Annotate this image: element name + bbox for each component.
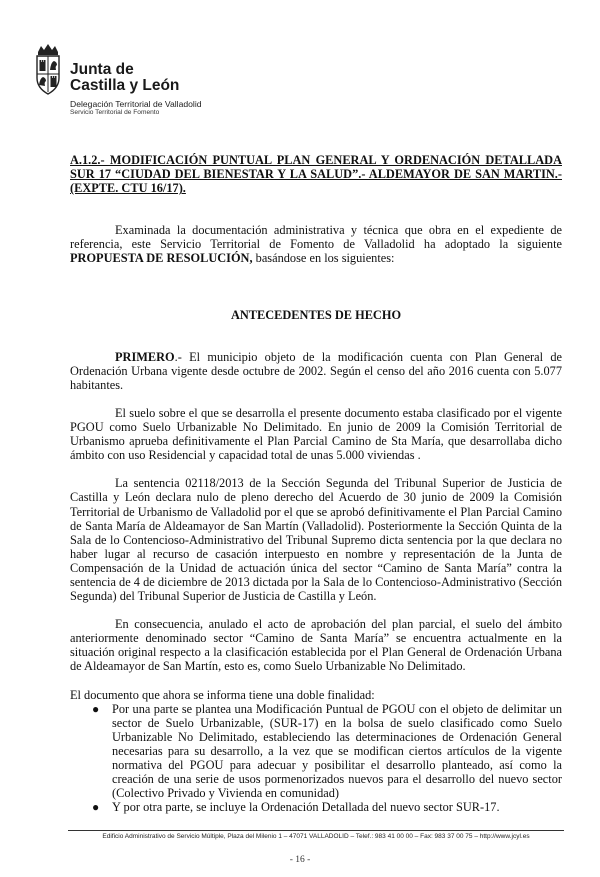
primero-label: PRIMERO [115,349,175,364]
bullet-icon: ● [92,701,100,716]
service-name: Servicio Territorial de Fomento [70,109,160,116]
footer-address: Edificio Administrativo de Servicio Múltiple, Plaza del Milenio 1 – 47071 VALLADOLID – Telef.: 983 41 00 00 – Fax: 983 37 00 75 – http://www.jcyl.es [102,833,530,840]
paragraph-4: En consecuencia, anulado el acto de aprobación del plan parcial, el suelo del ámbito anteriormente denominado sector “Camino de Santa María” se encuentra actualmente en la situación original respecto a la clasificación establecida por el Plan General de Ordenación Urbana de Aldeamayor de San Martín, esto es, como Suelo Urbanizable No Delimitado. [70,617,562,674]
list-item [70,800,562,814]
list-item [70,702,562,801]
intro-bold: PROPUESTA DE RESOLUCIÓN, [70,251,253,266]
bullet-icon: ● [92,800,100,815]
paragraph-5: El documento que ahora se informa tiene una doble finalidad: [70,687,375,702]
document-body [70,153,562,814]
delegation-name: Delegación Territorial de Valladolid [70,99,202,109]
document-title: A.1.2.- MODIFICACIÓN PUNTUAL PLAN GENERAL Y ORDENACIÓN DETALLADA SUR 17 “CIUDAD DEL BIENESTAR Y LA SALUD”.- ALDEMAYOR DE SAN MARTIN.- (EXPTE. CTU 16/17). [70,153,562,196]
paragraph-2: El suelo sobre el que se desarrolla el presente documento estaba clasificado por el vigente PGOU como Suelo Urbanizable No Delimitado. En junio de 2009 la Comisión Territorial de Urbanismo aprueba definitivamente el Plan Parcial Camino de Sta María, que desarrollaba dicho ámbito con uso Residencial y capacidad total de unas 5.000 viviendas . [70,405,562,463]
intro-tail: basándose en los siguientes: [252,251,395,266]
org-name-line1: Junta de [70,61,134,78]
bullet-list [70,702,562,815]
letterhead [34,42,334,117]
section-heading: ANTECEDENTES DE HECHO [230,307,402,322]
coat-of-arms-logo [34,42,62,97]
paragraph-3: La sentencia 02118/2013 de la Sección Segunda del Tribunal Superior de Justicia de Castilla y León declara nulo de pleno derecho del Acuerdo de 30 junio de 2009 la Comisión Territorial de Urbanismo de Valladolid por el que se aprobó definitivamente el Plan Parcial Camino de Santa María de Aldeamayor de San Martín (Valladolid). Posteriormente la Sección Quinta de la Sala de lo Contencioso-Administrativo del Tribunal Supremo dicta sentencia por la que declara no haber lugar al recurso de casación interpuesto en nombre y representación de la Junta de Compensación de la Unidad de actuación única del sector “Camino de Santa María” contra la sentencia de 4 de diciembre de 2013 dictada por la Sala de lo Contencioso-Administrativo (Sección Segunda) del Tribunal Superior de Justicia de Castilla y León. [70,476,562,604]
page-number: - 16 - [289,855,311,865]
intro-text: Examinada la documentación administrativa y técnica que obra en el expediente de referencia, este Servicio Territorial de Fomento de Valladolid ha adoptado la siguiente [70,223,562,252]
bullet-text: Y por otra parte, se incluye la Ordenación Detallada del nuevo sector SUR-17. [112,800,500,815]
footer-divider [68,830,564,831]
paragraph-primero [70,350,562,392]
bullet-text: Por una parte se plantea una Modificación Puntual de PGOU con el objeto de delimitar un sector de Suelo Urbanizable, (SUR-17) en la bolsa de suelo clasificado como Suelo Urbanizable No Delimitado, estableciendo las determinaciones de Ordenación General necesarias para su desarrollo, a la vez que se modifican ciertos artículos de la vigente normativa del PGOU para adecuar y posibilitar el desarrollo planteado, así como la creación de una serie de usos pormenorizados nuevos para el desarrollo del nuevo sector (Colectivo Privado y Vivienda en comunidad) [112,701,562,801]
org-name-line2: Castilla y León [70,77,180,94]
primero-text: .- El municipio objeto de la modificación cuenta con Plan General de Ordenación Urbana vigente desde octubre de 2002. Según el censo del año 2016 cuenta con 5.077 habitantes. [70,349,562,392]
intro-paragraph [70,223,562,265]
